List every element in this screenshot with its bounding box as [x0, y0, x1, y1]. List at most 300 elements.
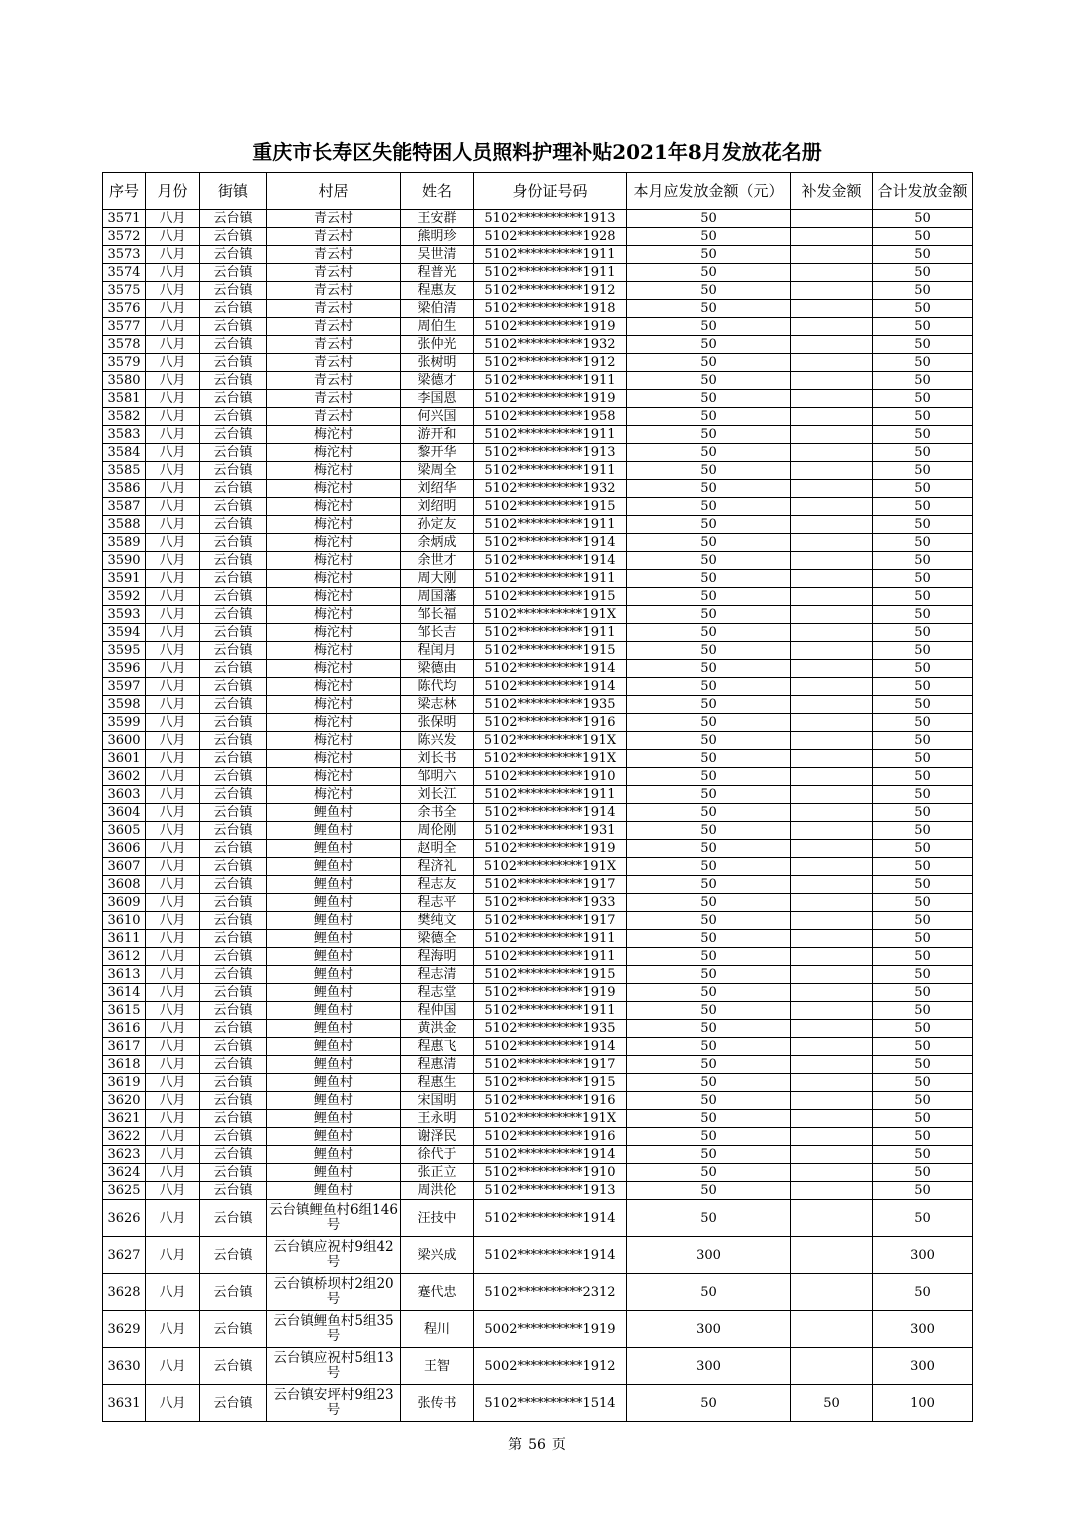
village-cell: 梅沱村 [267, 570, 401, 588]
name-cell: 梁周全 [401, 462, 474, 480]
serial-cell: 3581 [103, 390, 146, 408]
serial-cell: 3617 [103, 1038, 146, 1056]
monthly-amount-cell: 50 [627, 678, 791, 696]
table-row [103, 1385, 973, 1422]
table-row [103, 966, 973, 984]
total-amount-cell: 300 [873, 1348, 973, 1385]
month-cell: 八月 [146, 750, 200, 768]
total-amount-cell: 50 [873, 282, 973, 300]
month-cell: 八月 [146, 786, 200, 804]
month-cell: 八月 [146, 1311, 200, 1348]
total-amount-cell: 50 [873, 768, 973, 786]
table-row [103, 336, 973, 354]
name-cell: 周大刚 [401, 570, 474, 588]
id-number-cell: 5102**********1914 [474, 1200, 627, 1237]
monthly-amount-cell: 50 [627, 1002, 791, 1020]
monthly-amount-cell: 50 [627, 858, 791, 876]
total-amount-cell: 50 [873, 570, 973, 588]
village-cell: 鲤鱼村 [267, 804, 401, 822]
month-cell: 八月 [146, 570, 200, 588]
total-amount-cell: 50 [873, 1056, 973, 1074]
supplement-cell [791, 1311, 873, 1348]
id-number-cell: 5102**********1914 [474, 552, 627, 570]
table-row [103, 1038, 973, 1056]
town-cell: 云台镇 [200, 390, 267, 408]
serial-cell: 3596 [103, 660, 146, 678]
table-row [103, 1056, 973, 1074]
table-row [103, 354, 973, 372]
month-cell: 八月 [146, 480, 200, 498]
serial-cell: 3607 [103, 858, 146, 876]
name-cell: 程济礼 [401, 858, 474, 876]
name-cell: 黄洪金 [401, 1020, 474, 1038]
id-number-cell: 5102**********1932 [474, 480, 627, 498]
village-cell: 青云村 [267, 282, 401, 300]
village-cell: 梅沱村 [267, 426, 401, 444]
serial-cell: 3618 [103, 1056, 146, 1074]
month-cell: 八月 [146, 1146, 200, 1164]
name-cell: 李国恩 [401, 390, 474, 408]
town-cell: 云台镇 [200, 624, 267, 642]
table-row [103, 1092, 973, 1110]
town-cell: 云台镇 [200, 948, 267, 966]
serial-cell: 3624 [103, 1164, 146, 1182]
name-cell: 余书全 [401, 804, 474, 822]
serial-cell: 3612 [103, 948, 146, 966]
town-cell: 云台镇 [200, 264, 267, 282]
village-cell: 梅沱村 [267, 534, 401, 552]
town-cell: 云台镇 [200, 1385, 267, 1422]
village-cell: 鲤鱼村 [267, 876, 401, 894]
id-number-cell: 5102**********1933 [474, 894, 627, 912]
total-amount-cell: 50 [873, 606, 973, 624]
supplement-cell [791, 678, 873, 696]
monthly-amount-cell: 50 [627, 876, 791, 894]
serial-cell: 3610 [103, 912, 146, 930]
town-cell: 云台镇 [200, 1128, 267, 1146]
serial-cell: 3609 [103, 894, 146, 912]
serial-cell: 3619 [103, 1074, 146, 1092]
table-row [103, 714, 973, 732]
table-row [103, 786, 973, 804]
id-number-cell: 5102**********1917 [474, 876, 627, 894]
table-row [103, 246, 973, 264]
serial-cell: 3603 [103, 786, 146, 804]
table-row [103, 282, 973, 300]
monthly-amount-cell: 50 [627, 372, 791, 390]
supplement-cell [791, 912, 873, 930]
town-cell: 云台镇 [200, 678, 267, 696]
village-cell: 梅沱村 [267, 444, 401, 462]
total-amount-cell: 50 [873, 876, 973, 894]
id-number-cell: 5102**********1911 [474, 246, 627, 264]
month-cell: 八月 [146, 840, 200, 858]
month-cell: 八月 [146, 984, 200, 1002]
id-number-cell: 5102**********1918 [474, 300, 627, 318]
name-cell: 周伦刚 [401, 822, 474, 840]
town-cell: 云台镇 [200, 696, 267, 714]
month-cell: 八月 [146, 552, 200, 570]
monthly-amount-cell: 50 [627, 1385, 791, 1422]
month-cell: 八月 [146, 246, 200, 264]
month-cell: 八月 [146, 930, 200, 948]
monthly-amount-cell: 50 [627, 1038, 791, 1056]
supplement-cell [791, 372, 873, 390]
village-cell: 鲤鱼村 [267, 1074, 401, 1092]
town-cell: 云台镇 [200, 1237, 267, 1274]
serial-cell: 3576 [103, 300, 146, 318]
total-amount-cell: 50 [873, 732, 973, 750]
town-cell: 云台镇 [200, 228, 267, 246]
monthly-amount-cell: 50 [627, 1146, 791, 1164]
supplement-cell [791, 1092, 873, 1110]
table-row [103, 300, 973, 318]
month-cell: 八月 [146, 858, 200, 876]
supplement-cell [791, 246, 873, 264]
supplement-cell [791, 1074, 873, 1092]
id-number-cell: 5102**********1931 [474, 822, 627, 840]
total-amount-cell: 50 [873, 264, 973, 282]
id-number-cell: 5102**********1911 [474, 426, 627, 444]
total-amount-cell: 50 [873, 1274, 973, 1311]
supplement-cell [791, 1146, 873, 1164]
monthly-amount-cell: 50 [627, 264, 791, 282]
town-cell: 云台镇 [200, 966, 267, 984]
village-cell: 鲤鱼村 [267, 822, 401, 840]
supplement-cell [791, 210, 873, 228]
village-cell: 鲤鱼村 [267, 1056, 401, 1074]
table-row [103, 678, 973, 696]
table-row [103, 642, 973, 660]
name-cell: 王永明 [401, 1110, 474, 1128]
month-cell: 八月 [146, 318, 200, 336]
supplement-cell [791, 354, 873, 372]
monthly-amount-cell: 50 [627, 642, 791, 660]
id-number-cell: 5102**********1919 [474, 318, 627, 336]
name-cell: 邹明六 [401, 768, 474, 786]
supplement-cell [791, 300, 873, 318]
village-cell: 云台镇桥坝村2组20号 [267, 1274, 401, 1311]
village-cell: 青云村 [267, 372, 401, 390]
monthly-amount-cell: 50 [627, 300, 791, 318]
town-cell: 云台镇 [200, 894, 267, 912]
name-cell: 梁德由 [401, 660, 474, 678]
header-cell: 补发金额 [791, 173, 873, 210]
monthly-amount-cell: 50 [627, 786, 791, 804]
serial-cell: 3628 [103, 1274, 146, 1311]
town-cell: 云台镇 [200, 876, 267, 894]
serial-cell: 3605 [103, 822, 146, 840]
total-amount-cell: 50 [873, 930, 973, 948]
total-amount-cell: 50 [873, 1200, 973, 1237]
total-amount-cell: 50 [873, 1002, 973, 1020]
table-row [103, 984, 973, 1002]
monthly-amount-cell: 50 [627, 516, 791, 534]
town-cell: 云台镇 [200, 1110, 267, 1128]
town-cell: 云台镇 [200, 732, 267, 750]
monthly-amount-cell: 50 [627, 498, 791, 516]
serial-cell: 3600 [103, 732, 146, 750]
serial-cell: 3625 [103, 1182, 146, 1200]
name-cell: 徐代于 [401, 1146, 474, 1164]
total-amount-cell: 50 [873, 1092, 973, 1110]
total-amount-cell: 50 [873, 354, 973, 372]
total-amount-cell: 50 [873, 210, 973, 228]
serial-cell: 3606 [103, 840, 146, 858]
town-cell: 云台镇 [200, 498, 267, 516]
table-row [103, 930, 973, 948]
table-row [103, 318, 973, 336]
id-number-cell: 5102**********1911 [474, 372, 627, 390]
total-amount-cell: 50 [873, 678, 973, 696]
total-amount-cell: 50 [873, 966, 973, 984]
serial-cell: 3623 [103, 1146, 146, 1164]
id-number-cell: 5102**********1914 [474, 1237, 627, 1274]
monthly-amount-cell: 50 [627, 390, 791, 408]
id-number-cell: 5102**********1910 [474, 768, 627, 786]
table-row [103, 840, 973, 858]
month-cell: 八月 [146, 210, 200, 228]
id-number-cell: 5102**********1912 [474, 282, 627, 300]
monthly-amount-cell: 50 [627, 354, 791, 372]
month-cell: 八月 [146, 894, 200, 912]
name-cell: 程海明 [401, 948, 474, 966]
serial-cell: 3580 [103, 372, 146, 390]
table-row [103, 462, 973, 480]
town-cell: 云台镇 [200, 336, 267, 354]
table-row [103, 1164, 973, 1182]
supplement-cell [791, 876, 873, 894]
id-number-cell: 5102**********1919 [474, 390, 627, 408]
town-cell: 云台镇 [200, 1274, 267, 1311]
table-row [103, 822, 973, 840]
month-cell: 八月 [146, 768, 200, 786]
total-amount-cell: 50 [873, 714, 973, 732]
town-cell: 云台镇 [200, 210, 267, 228]
total-amount-cell: 50 [873, 912, 973, 930]
serial-cell: 3626 [103, 1200, 146, 1237]
total-amount-cell: 50 [873, 408, 973, 426]
id-number-cell: 5102**********1914 [474, 1038, 627, 1056]
month-cell: 八月 [146, 660, 200, 678]
name-cell: 程闰月 [401, 642, 474, 660]
id-number-cell: 5102**********191X [474, 750, 627, 768]
month-cell: 八月 [146, 1002, 200, 1020]
table-row [103, 1237, 973, 1274]
id-number-cell: 5102**********1914 [474, 534, 627, 552]
village-cell: 梅沱村 [267, 480, 401, 498]
village-cell: 青云村 [267, 246, 401, 264]
supplement-cell [791, 498, 873, 516]
month-cell: 八月 [146, 444, 200, 462]
supplement-cell [791, 462, 873, 480]
month-cell: 八月 [146, 696, 200, 714]
monthly-amount-cell: 50 [627, 282, 791, 300]
id-number-cell: 5102**********1919 [474, 840, 627, 858]
month-cell: 八月 [146, 714, 200, 732]
id-number-cell: 5102**********1913 [474, 444, 627, 462]
monthly-amount-cell: 50 [627, 1020, 791, 1038]
serial-cell: 3599 [103, 714, 146, 732]
month-cell: 八月 [146, 588, 200, 606]
serial-cell: 3613 [103, 966, 146, 984]
town-cell: 云台镇 [200, 1056, 267, 1074]
supplement-cell [791, 552, 873, 570]
name-cell: 刘长书 [401, 750, 474, 768]
monthly-amount-cell: 50 [627, 606, 791, 624]
table-row [103, 1182, 973, 1200]
village-cell: 青云村 [267, 318, 401, 336]
village-cell: 鲤鱼村 [267, 1002, 401, 1020]
month-cell: 八月 [146, 462, 200, 480]
month-cell: 八月 [146, 606, 200, 624]
table-row [103, 588, 973, 606]
roster-table [102, 172, 973, 1422]
name-cell: 樊纯文 [401, 912, 474, 930]
id-number-cell: 5102**********191X [474, 1110, 627, 1128]
header-cell: 合计发放金额 [873, 173, 973, 210]
supplement-cell [791, 858, 873, 876]
id-number-cell: 5102**********1914 [474, 804, 627, 822]
name-cell: 刘长江 [401, 786, 474, 804]
town-cell: 云台镇 [200, 768, 267, 786]
supplement-cell [791, 930, 873, 948]
village-cell: 鲤鱼村 [267, 1128, 401, 1146]
town-cell: 云台镇 [200, 804, 267, 822]
supplement-cell [791, 1056, 873, 1074]
page-prefix: 第 [508, 1437, 523, 1453]
supplement-cell [791, 588, 873, 606]
serial-cell: 3622 [103, 1128, 146, 1146]
month-cell: 八月 [146, 300, 200, 318]
town-cell: 云台镇 [200, 1348, 267, 1385]
monthly-amount-cell: 50 [627, 462, 791, 480]
serial-cell: 3591 [103, 570, 146, 588]
supplement-cell [791, 390, 873, 408]
monthly-amount-cell: 50 [627, 1200, 791, 1237]
table-row [103, 660, 973, 678]
month-cell: 八月 [146, 1110, 200, 1128]
village-cell: 梅沱村 [267, 696, 401, 714]
town-cell: 云台镇 [200, 552, 267, 570]
month-cell: 八月 [146, 1056, 200, 1074]
monthly-amount-cell: 50 [627, 768, 791, 786]
name-cell: 孙定友 [401, 516, 474, 534]
supplement-cell [791, 444, 873, 462]
total-amount-cell: 50 [873, 984, 973, 1002]
monthly-amount-cell: 50 [627, 318, 791, 336]
village-cell: 梅沱村 [267, 606, 401, 624]
village-cell: 梅沱村 [267, 516, 401, 534]
table-row [103, 732, 973, 750]
town-cell: 云台镇 [200, 786, 267, 804]
id-number-cell: 5102**********191X [474, 606, 627, 624]
name-cell: 程惠清 [401, 1056, 474, 1074]
village-cell: 鲤鱼村 [267, 966, 401, 984]
supplement-cell [791, 1002, 873, 1020]
monthly-amount-cell: 50 [627, 804, 791, 822]
town-cell: 云台镇 [200, 588, 267, 606]
id-number-cell: 5102**********1911 [474, 930, 627, 948]
monthly-amount-cell: 50 [627, 948, 791, 966]
id-number-cell: 5102**********1910 [474, 1164, 627, 1182]
supplement-cell [791, 1020, 873, 1038]
total-amount-cell: 50 [873, 300, 973, 318]
total-amount-cell: 300 [873, 1311, 973, 1348]
serial-cell: 3584 [103, 444, 146, 462]
id-number-cell: 5102**********1932 [474, 336, 627, 354]
supplement-cell [791, 660, 873, 678]
table-row [103, 1146, 973, 1164]
id-number-cell: 5102**********1911 [474, 1002, 627, 1020]
month-cell: 八月 [146, 876, 200, 894]
serial-cell: 3627 [103, 1237, 146, 1274]
village-cell: 梅沱村 [267, 552, 401, 570]
name-cell: 张保明 [401, 714, 474, 732]
id-number-cell: 5102**********1915 [474, 1074, 627, 1092]
name-cell: 熊明珍 [401, 228, 474, 246]
name-cell: 王智 [401, 1348, 474, 1385]
serial-cell: 3620 [103, 1092, 146, 1110]
name-cell: 张传书 [401, 1385, 474, 1422]
month-cell: 八月 [146, 1020, 200, 1038]
name-cell: 程惠友 [401, 282, 474, 300]
serial-cell: 3572 [103, 228, 146, 246]
month-cell: 八月 [146, 1348, 200, 1385]
month-cell: 八月 [146, 534, 200, 552]
village-cell: 鲤鱼村 [267, 930, 401, 948]
name-cell: 游开和 [401, 426, 474, 444]
monthly-amount-cell: 50 [627, 210, 791, 228]
table-row [103, 1311, 973, 1348]
name-cell: 蹇代忠 [401, 1274, 474, 1311]
monthly-amount-cell: 50 [627, 1074, 791, 1092]
village-cell: 梅沱村 [267, 714, 401, 732]
supplement-cell [791, 1274, 873, 1311]
month-cell: 八月 [146, 1200, 200, 1237]
village-cell: 鲤鱼村 [267, 948, 401, 966]
monthly-amount-cell: 300 [627, 1348, 791, 1385]
supplement-cell [791, 336, 873, 354]
monthly-amount-cell: 50 [627, 570, 791, 588]
table-row [103, 480, 973, 498]
village-cell: 梅沱村 [267, 660, 401, 678]
supplement-cell [791, 282, 873, 300]
total-amount-cell: 50 [873, 840, 973, 858]
serial-cell: 3601 [103, 750, 146, 768]
supplement-cell [791, 768, 873, 786]
serial-cell: 3583 [103, 426, 146, 444]
village-cell: 青云村 [267, 408, 401, 426]
serial-cell: 3608 [103, 876, 146, 894]
supplement-cell [791, 822, 873, 840]
village-cell: 云台镇鲤鱼村6组146号 [267, 1200, 401, 1237]
monthly-amount-cell: 50 [627, 552, 791, 570]
monthly-amount-cell: 50 [627, 228, 791, 246]
serial-cell: 3582 [103, 408, 146, 426]
id-number-cell: 5102**********1911 [474, 948, 627, 966]
village-cell: 鲤鱼村 [267, 1146, 401, 1164]
serial-cell: 3598 [103, 696, 146, 714]
month-cell: 八月 [146, 516, 200, 534]
name-cell: 黎开华 [401, 444, 474, 462]
name-cell: 张正立 [401, 1164, 474, 1182]
village-cell: 鲤鱼村 [267, 1038, 401, 1056]
total-amount-cell: 50 [873, 516, 973, 534]
page-number [0, 1434, 1074, 1454]
table-row [103, 498, 973, 516]
town-cell: 云台镇 [200, 1002, 267, 1020]
